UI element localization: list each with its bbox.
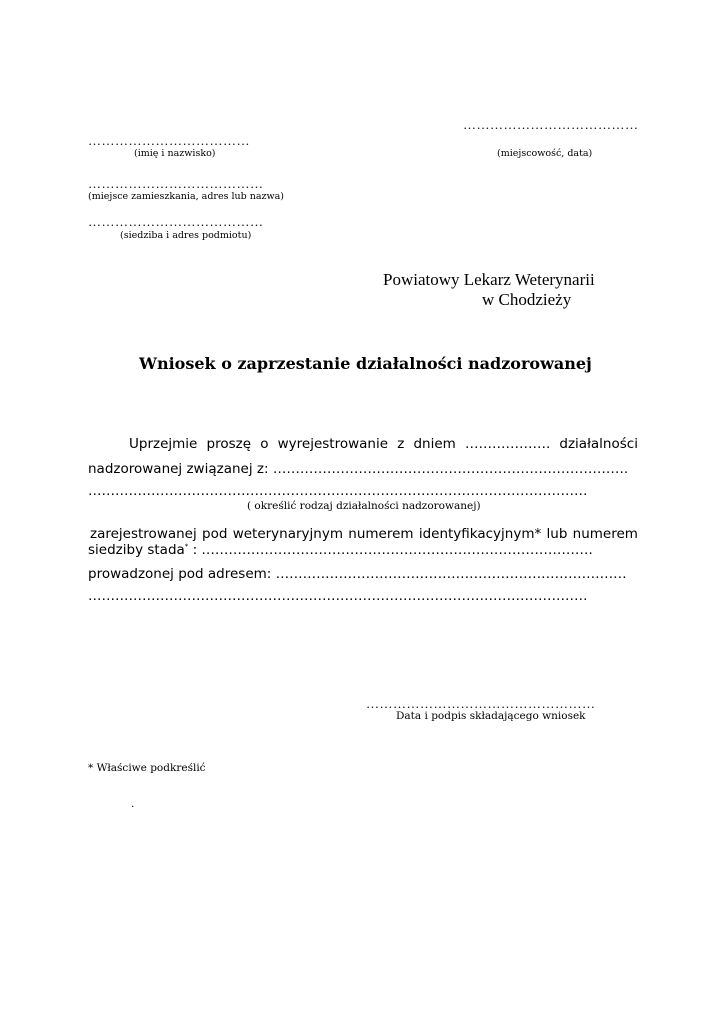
residence-caption: (miejsce zamieszkania, adres lub nazwa) xyxy=(88,191,285,202)
paragraph-2-line-2 xyxy=(88,542,593,558)
p2-word: identyfikacyjnym* xyxy=(418,526,542,542)
date-blank: ………………. xyxy=(464,436,551,452)
p2-word: weterynaryjnym xyxy=(232,526,343,542)
p1-word: proszę xyxy=(206,436,252,452)
stray-dot: . xyxy=(131,798,135,810)
signature-line: …………………………………………… xyxy=(366,696,596,711)
paragraph-1-line-2: nadzorowanej związanej z: ……………………………………………………………………. xyxy=(88,461,629,477)
activity-caption: ( określić rodzaj działalności nadzorowanej) xyxy=(247,500,481,512)
herd-seat-blank: : …………………………………………………………………………… xyxy=(188,542,593,558)
paragraph-1-line-3: ………………………………………………………………………………………………… xyxy=(88,483,588,499)
name-caption: (imię i nazwisko) xyxy=(134,148,216,159)
p1-word: Uprzejmie xyxy=(129,436,198,452)
p2-word: numerem xyxy=(572,526,638,542)
place-date-line: ………………………………… xyxy=(463,117,639,132)
paragraph-1-line-1 xyxy=(129,436,638,452)
p1-word: dniem xyxy=(413,436,456,452)
footnote-marker: * xyxy=(184,542,189,551)
seat-line: ………………………………… xyxy=(88,214,264,229)
p1-word: działalności xyxy=(559,436,638,452)
paragraph-2-line-1 xyxy=(90,526,638,542)
p1-word: o xyxy=(260,436,269,452)
place-date-caption: (miejscowość, data) xyxy=(497,148,593,159)
document-title: Wniosek o zaprzestanie działalności nadzorowanej xyxy=(139,354,592,373)
address-line-1: prowadzonej pod adresem: …………………………………………………………………… xyxy=(88,566,627,582)
signature-caption: Data i podpis składającego wniosek xyxy=(396,710,586,722)
footnote: * Właściwe podkreślić xyxy=(88,762,206,774)
residence-line: ………………………………… xyxy=(88,176,264,191)
seat-caption: (siedziba i adres podmiotu) xyxy=(120,230,252,241)
p2-word: zarejestrowanej xyxy=(90,526,197,542)
p2-word: lub xyxy=(546,526,568,542)
address-line-2: ………………………………………………………………………………………………… xyxy=(88,588,588,604)
name-line: ……………………………… xyxy=(88,133,250,148)
p1-word: wyrejestrowanie xyxy=(277,436,389,452)
p2-word: numerem xyxy=(348,526,414,542)
addressee-line2: w Chodzieży xyxy=(482,290,572,309)
herd-seat-label: siedziby stada xyxy=(88,542,185,558)
p1-word: z xyxy=(397,436,405,452)
addressee-line1: Powiatowy Lekarz Weterynarii xyxy=(383,270,595,289)
p2-word: pod xyxy=(202,526,228,542)
